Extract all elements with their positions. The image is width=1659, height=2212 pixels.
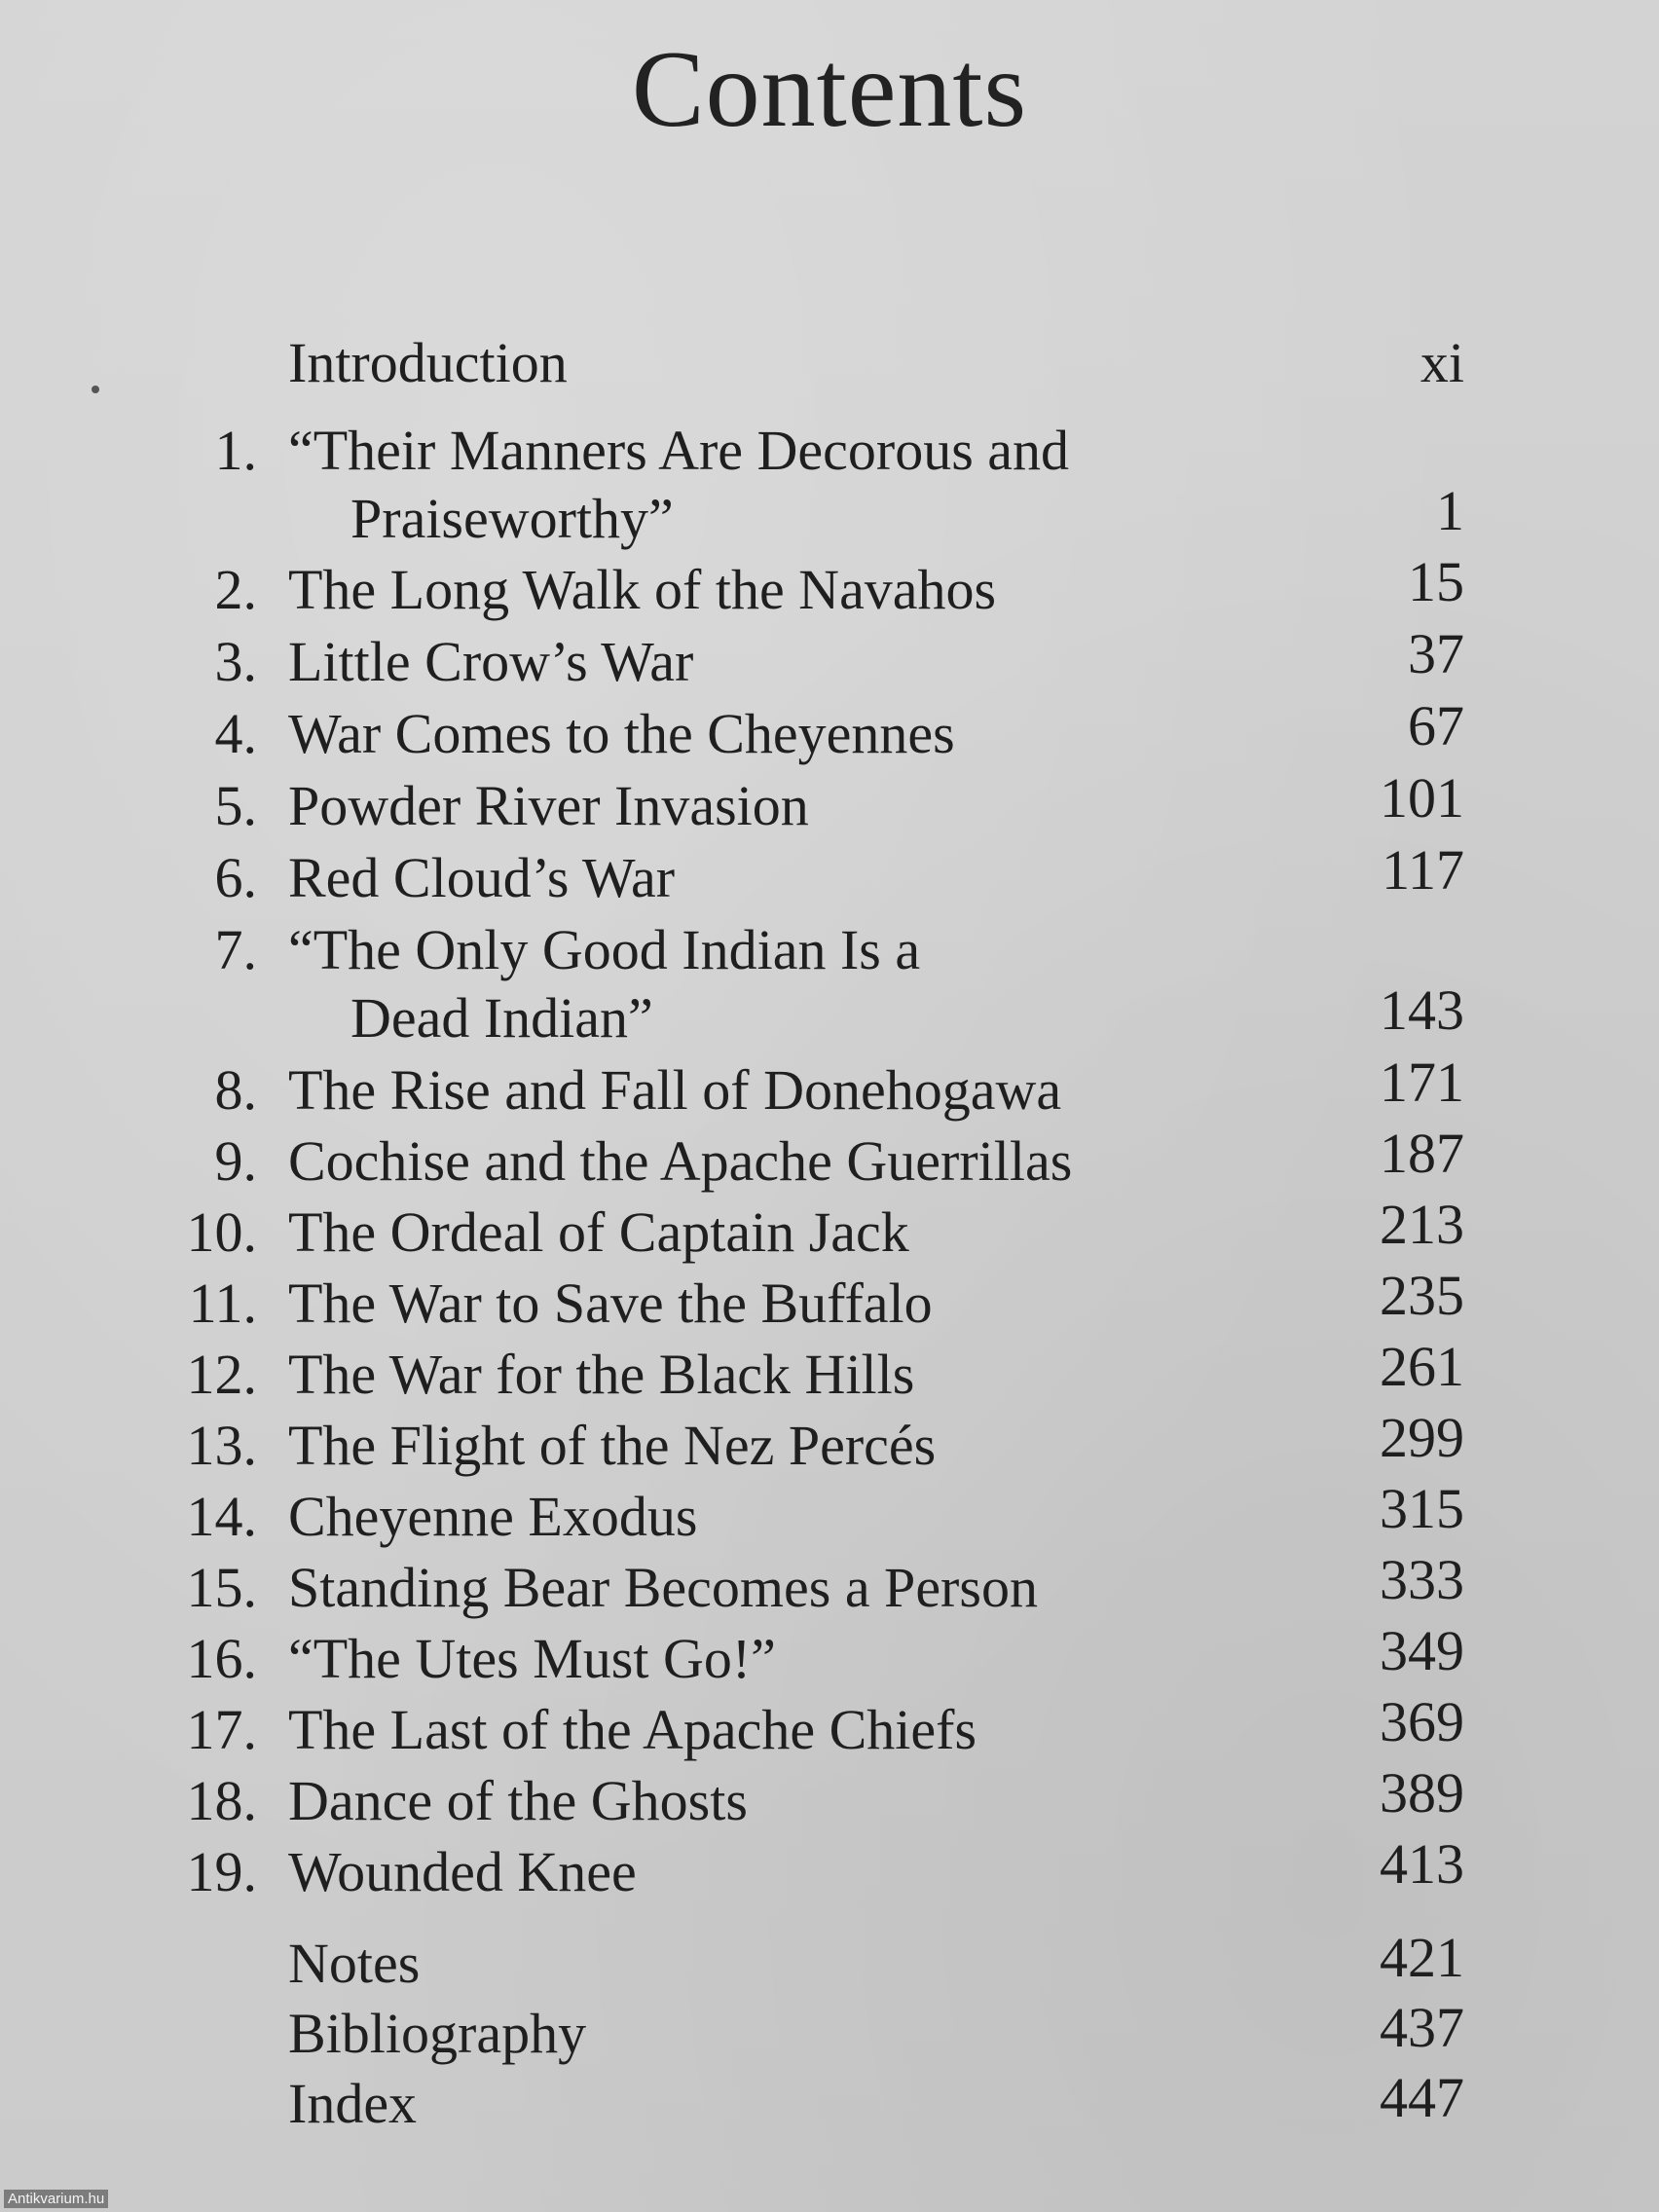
toc-entry-title: The Ordeal of Captain Jack xyxy=(288,1200,909,1264)
toc-entry-page: 101 xyxy=(1380,766,1464,830)
toc-entry-title: Standing Bear Becomes a Person xyxy=(288,1556,1038,1619)
toc-entry-number: 10. xyxy=(186,1200,257,1264)
toc-entry-number: 19. xyxy=(186,1840,257,1903)
toc-entry-title: War Comes to the Cheyennes xyxy=(288,702,955,765)
toc-entry-page: 413 xyxy=(1380,1832,1464,1896)
toc-entry-title: Cheyenne Exodus xyxy=(288,1485,698,1548)
toc-entry-title: Index xyxy=(288,2072,418,2135)
toc-entry-number: 1. xyxy=(214,419,257,482)
toc-entry-page: 261 xyxy=(1380,1335,1464,1398)
toc-entry-number: 5. xyxy=(214,774,257,837)
toc-entry-page: xi xyxy=(1419,331,1464,394)
toc-entry-page: 421 xyxy=(1380,1926,1464,1989)
toc-entry-title: Bibliography xyxy=(288,2002,587,2065)
page-title: Contents xyxy=(631,29,1028,150)
toc-entry-title: Cochise and the Apache Guerrillas xyxy=(288,1129,1073,1193)
toc-entry-page: 349 xyxy=(1380,1619,1464,1682)
toc-entry-title: “The Utes Must Go!” xyxy=(288,1627,776,1690)
toc-entry-title: The War to Save the Buffalo xyxy=(288,1272,933,1335)
toc-entry-page: 171 xyxy=(1380,1051,1464,1114)
toc-entry-page: 1 xyxy=(1436,479,1464,542)
toc-entry-number: 17. xyxy=(186,1698,257,1761)
toc-entry-number: 9. xyxy=(214,1129,257,1193)
toc-entry-number: 14. xyxy=(186,1485,257,1548)
toc-entry-number: 8. xyxy=(214,1058,257,1122)
toc-entry-title: Wounded Knee xyxy=(288,1840,637,1903)
toc-entry-page: 437 xyxy=(1380,1996,1464,2059)
toc-entry-title: Introduction xyxy=(288,331,568,394)
toc-entry-page: 369 xyxy=(1380,1690,1464,1753)
toc-entry-number: 12. xyxy=(186,1343,257,1406)
toc-entry-number: 16. xyxy=(186,1627,257,1690)
toc-entry-title: The Flight of the Nez Percés xyxy=(288,1414,937,1477)
toc-entry-title: Little Crow’s War xyxy=(288,630,694,693)
toc-entry-title: Powder River Invasion xyxy=(288,774,809,837)
toc-entry-title-continued: Dead Indian” xyxy=(350,986,653,1050)
toc-entry-number: 6. xyxy=(214,846,257,909)
toc-entry-number: 7. xyxy=(214,918,257,981)
toc-entry-number: 3. xyxy=(214,630,257,693)
toc-entry-title-continued: Praiseworthy” xyxy=(350,487,674,550)
toc-entry-page: 447 xyxy=(1380,2066,1464,2129)
toc-entry-title: The Long Walk of the Navahos xyxy=(288,558,997,621)
toc-entry-title: Red Cloud’s War xyxy=(288,846,676,909)
toc-entry-title: The Rise and Fall of Donehogawa xyxy=(288,1058,1062,1122)
toc-entry-title: The Last of the Apache Chiefs xyxy=(288,1698,977,1761)
site-watermark: Antikvarium.hu xyxy=(4,2190,108,2208)
toc-entry-page: 315 xyxy=(1380,1477,1464,1540)
toc-entry-number: 18. xyxy=(186,1769,257,1832)
toc-entry-page: 143 xyxy=(1380,978,1464,1042)
toc-entry-number: 13. xyxy=(186,1414,257,1477)
toc-entry-title: Dance of the Ghosts xyxy=(288,1769,748,1832)
toc-entry-title: “The Only Good Indian Is a xyxy=(288,918,921,981)
toc-entry-title: The War for the Black Hills xyxy=(288,1343,915,1406)
toc-entry-page: 299 xyxy=(1380,1406,1464,1469)
toc-entry-page: 37 xyxy=(1408,622,1464,685)
toc-entry-page: 15 xyxy=(1408,550,1464,613)
toc-entry-page: 187 xyxy=(1380,1122,1464,1185)
toc-entry-page: 235 xyxy=(1380,1264,1464,1327)
toc-entry-page: 67 xyxy=(1408,694,1464,757)
toc-entry-number: 4. xyxy=(214,702,257,765)
toc-entry-page: 213 xyxy=(1380,1193,1464,1256)
toc-entry-page: 333 xyxy=(1380,1548,1464,1611)
toc-entry-number: 2. xyxy=(214,558,257,621)
toc-entry-number: 11. xyxy=(188,1272,257,1335)
toc-entry-page: 117 xyxy=(1382,838,1464,902)
toc-entry-title: Notes xyxy=(288,1932,421,1995)
toc-entry-page: 389 xyxy=(1380,1761,1464,1825)
toc-entry-number: 15. xyxy=(186,1556,257,1619)
toc-entry-title: “Their Manners Are Decorous and xyxy=(288,419,1070,482)
